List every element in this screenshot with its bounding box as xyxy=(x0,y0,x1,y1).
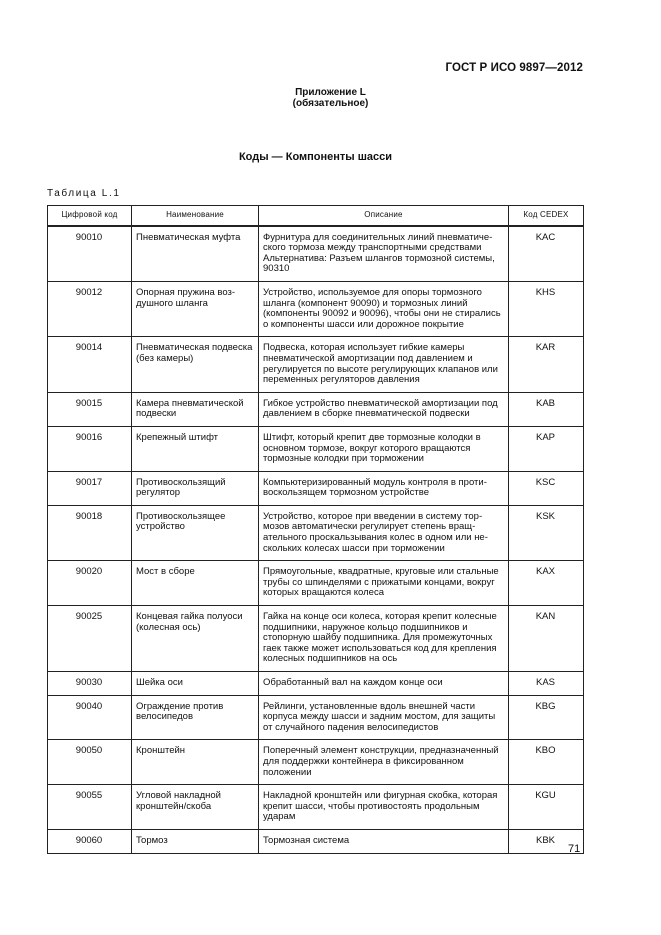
annex-title: Приложение L xyxy=(295,87,366,98)
table-row xyxy=(48,426,584,471)
cell-name: Камера пневматической подвески xyxy=(132,392,259,426)
cell-code: 90010 xyxy=(48,226,132,282)
cell-code: 90055 xyxy=(48,785,132,830)
table-row xyxy=(48,740,584,785)
cell-description: Гибкое устройство пневматической амортизации под давлением в сборке пневматической подвески xyxy=(259,392,509,426)
cell-description: Подвеска, которая использует гибкие камеры пневматической амортизации под давлением и регулируется по высоте регулирующих клапанов или переменных регуляторов давления xyxy=(259,337,509,392)
table-row xyxy=(48,226,584,282)
cell-description: Рейлинги, установленные вдоль внешней части корпуса между шасси и задним мостом, для защиты от случайного падения велосипедистов xyxy=(259,695,509,740)
table-body xyxy=(48,226,584,853)
cell-description: Фурнитура для соединительных линий пневматического тормоза между транспортными средствами Альтернатива: Разъем шлангов тормозной системы, 90310 xyxy=(259,226,509,282)
cell-description: Штифт, который крепит две тормозные колодки в основном тормозе, вокруг которого вращаются тормозные колодки при торможении xyxy=(259,426,509,471)
codes-table xyxy=(47,205,584,854)
table-row xyxy=(48,281,584,336)
cell-cedex: KSC xyxy=(509,471,584,505)
table-row xyxy=(48,695,584,740)
cell-code: 90025 xyxy=(48,606,132,672)
cell-cedex: KBO xyxy=(509,740,584,785)
table-row xyxy=(48,337,584,392)
cell-name: Угловой накладной кронштейн/скоба xyxy=(132,785,259,830)
annex-status: (обязательное) xyxy=(292,98,369,109)
cell-description: Прямоугольные, квадратные, круговые или стальные трубы со шпинделями с прижатыми концами, вокруг которых вращаются колеса xyxy=(259,561,509,606)
cell-name: Концевая гайка полуоси (колесная ось) xyxy=(132,606,259,672)
table-row xyxy=(48,505,584,560)
table-row xyxy=(48,606,584,672)
table-row xyxy=(48,561,584,606)
cell-code: 90030 xyxy=(48,672,132,696)
cell-code: 90040 xyxy=(48,695,132,740)
cell-cedex: KAN xyxy=(509,606,584,672)
cell-code: 90018 xyxy=(48,505,132,560)
cell-name: Опорная пружина воздушного шланга xyxy=(132,281,259,336)
cell-name: Пневматическая подвеска (без камеры) xyxy=(132,337,259,392)
column-header-description: Описание xyxy=(259,206,509,226)
page-number: 71 xyxy=(568,843,581,855)
cell-name: Противоскользящее устройство xyxy=(132,505,259,560)
cell-cedex: KHS xyxy=(509,281,584,336)
cell-description: Поперечный элемент конструкции, предназначенный для поддержки контейнера в фиксированном положении xyxy=(259,740,509,785)
cell-name: Шейка оси xyxy=(132,672,259,696)
cell-description: Устройство, которое при введении в систему тормозов автоматически регулирует степень вращательного проскальзывания колес в одном или нескольких колесах шасси при торможении xyxy=(259,505,509,560)
cell-description: Обработанный вал на каждом конце оси xyxy=(259,672,509,696)
cell-description: Накладной кронштейн или фигурная скобка, которая крепит шасси, чтобы противостоять продольным ударам xyxy=(259,785,509,830)
cell-cedex: KBK xyxy=(509,829,584,853)
cell-code: 90014 xyxy=(48,337,132,392)
table-row xyxy=(48,471,584,505)
cell-code: 90020 xyxy=(48,561,132,606)
cell-code: 90012 xyxy=(48,281,132,336)
column-header-code: Цифровой код xyxy=(48,206,132,226)
cell-code: 90060 xyxy=(48,829,132,853)
cell-cedex: KSK xyxy=(509,505,584,560)
cell-cedex: KGU xyxy=(509,785,584,830)
cell-name: Кронштейн xyxy=(132,740,259,785)
table-row xyxy=(48,392,584,426)
cell-cedex: KAC xyxy=(509,226,584,282)
cell-name: Тормоз xyxy=(132,829,259,853)
cell-code: 90017 xyxy=(48,471,132,505)
cell-cedex: KAR xyxy=(509,337,584,392)
cell-cedex: KAS xyxy=(509,672,584,696)
table-caption: Таблица L.1 xyxy=(47,188,121,199)
cell-code: 90016 xyxy=(48,426,132,471)
cell-name: Крепежный штифт xyxy=(132,426,259,471)
cell-name: Ограждение против велосипедов xyxy=(132,695,259,740)
cell-name: Мост в сборе xyxy=(132,561,259,606)
cell-description: Гайка на конце оси колеса, которая крепит колесные подшипники, наружное кольцо подшипников и стопорную шайбу подшипника. Для промежуточных гаек также может использоваться код для крепления колесных подшипников на ось xyxy=(259,606,509,672)
cell-description: Тормозная система xyxy=(259,829,509,853)
cell-description: Устройство, используемое для опоры тормозного шланга (компонент 90090) и тормозных линий (компоненты 90092 и 90096), чтобы они не стирались о компоненты шасси или дорожное покрытие xyxy=(259,281,509,336)
column-header-name: Наименование xyxy=(132,206,259,226)
table-header-row xyxy=(48,206,584,226)
cell-code: 90015 xyxy=(48,392,132,426)
cell-cedex: KAP xyxy=(509,426,584,471)
standard-designation: ГОСТ Р ИСО 9897—2012 xyxy=(445,62,583,74)
column-header-cedex: Код CEDEX xyxy=(509,206,584,226)
table-row xyxy=(48,829,584,853)
cell-code: 90050 xyxy=(48,740,132,785)
cell-cedex: KBG xyxy=(509,695,584,740)
cell-description: Компьютеризированный модуль контроля в противоскользящем тормозном устройстве xyxy=(259,471,509,505)
cell-name: Противоскользящий регулятор xyxy=(132,471,259,505)
section-title: Коды — Компоненты шасси xyxy=(238,151,393,163)
table-row xyxy=(48,672,584,696)
cell-cedex: KAB xyxy=(509,392,584,426)
table-row xyxy=(48,785,584,830)
cell-name: Пневматическая муфта xyxy=(132,226,259,282)
cell-cedex: KAX xyxy=(509,561,584,606)
annex-heading xyxy=(0,87,661,109)
